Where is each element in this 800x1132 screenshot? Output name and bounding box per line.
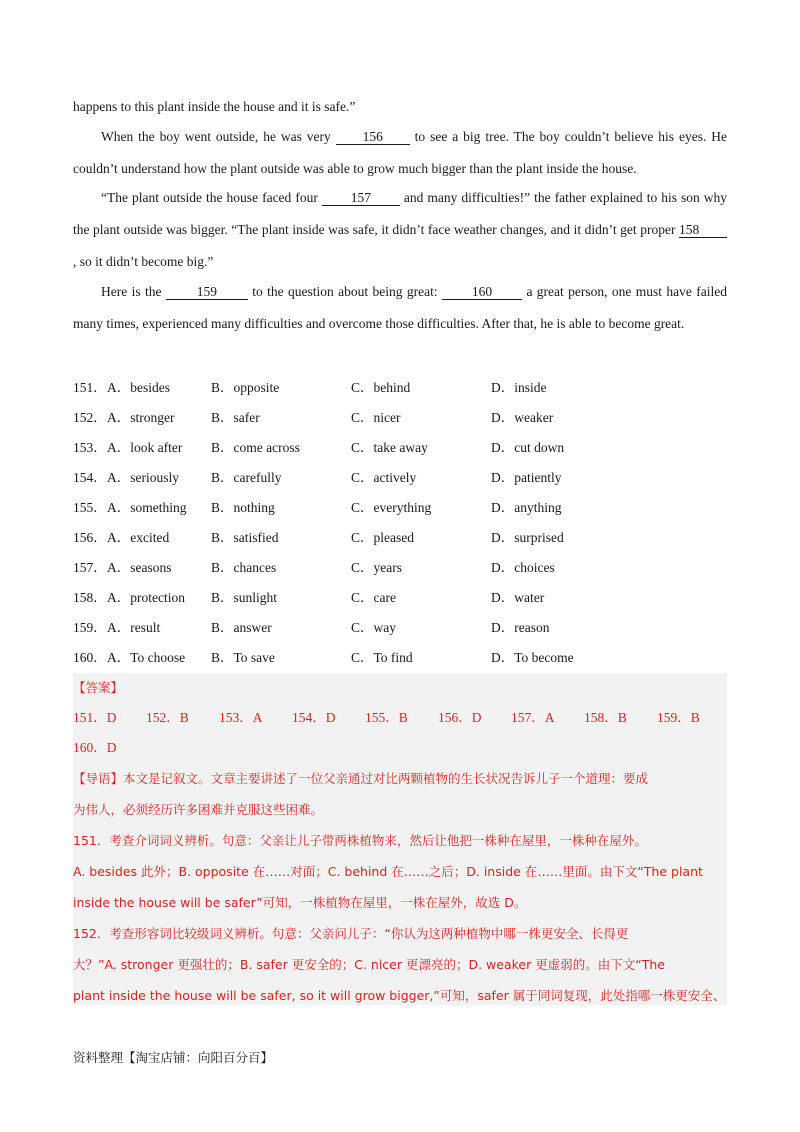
option-b: B．answer bbox=[211, 620, 272, 635]
option-a: A．something bbox=[107, 500, 187, 515]
passage-paragraph-157-158 bbox=[73, 182, 727, 278]
explanation-152-line: plant inside the house will be safer, so it will grow bigger,”可知，safer 属于同词复现，此处指哪一株更安全、 bbox=[73, 988, 726, 1003]
explanation-151-line: 151．考查介词词义辨析。句意：父亲让儿子带两株植物来，然后让他把一株种在屋里，一株种在屋外。 bbox=[73, 833, 647, 848]
explanation-151-line: A. besides 此外；B. opposite 在……对面；C. behind 在……之后；D. inside 在……里面。由下文“The plant bbox=[73, 864, 703, 879]
blank-159: 159 bbox=[166, 284, 248, 300]
passage-text: “The plant outside the house faced four bbox=[101, 190, 318, 205]
option-a: A．result bbox=[107, 620, 161, 635]
option-d: D．inside bbox=[491, 380, 547, 395]
passage-text: to the question about being great: bbox=[252, 284, 438, 299]
question-row bbox=[73, 466, 727, 496]
option-c: C．actively bbox=[351, 470, 417, 485]
question-number: 156． bbox=[73, 530, 107, 545]
option-d: D．To become bbox=[491, 650, 574, 665]
answer-item: 159．B bbox=[657, 710, 700, 725]
answer-item: 153．A bbox=[219, 710, 263, 725]
option-b: B．To save bbox=[211, 650, 275, 665]
question-row bbox=[73, 586, 727, 616]
question-row bbox=[73, 526, 727, 556]
question-row bbox=[73, 376, 727, 406]
answer-heading: 【答案】 bbox=[73, 680, 124, 695]
question-number: 155． bbox=[73, 500, 107, 515]
option-b: B．chances bbox=[211, 560, 277, 575]
option-c: C．years bbox=[351, 560, 402, 575]
question-number: 157． bbox=[73, 560, 107, 575]
passage-paragraph-159-160 bbox=[73, 276, 727, 340]
question-row bbox=[73, 406, 727, 436]
option-b: B．carefully bbox=[211, 470, 282, 485]
passage-text: When the boy went outside, he was very bbox=[101, 129, 331, 144]
option-a: A．stronger bbox=[107, 410, 175, 425]
option-a: A．seriously bbox=[107, 470, 179, 485]
option-d: D．water bbox=[491, 590, 545, 605]
option-a: A．excited bbox=[107, 530, 170, 545]
option-d: D．anything bbox=[491, 500, 562, 515]
question-row bbox=[73, 436, 727, 466]
option-c: C．nicer bbox=[351, 410, 401, 425]
option-c: C．take away bbox=[351, 440, 428, 455]
answer-item: 155．B bbox=[365, 710, 408, 725]
question-number: 158． bbox=[73, 590, 107, 605]
question-row bbox=[73, 646, 727, 676]
blank-160: 160 bbox=[442, 284, 522, 300]
explanation-152-line: 152．考查形容词比较级词义辨析。句意：父亲问儿子：“你认为这两种植物中哪一株更安全、长得更 bbox=[73, 926, 629, 941]
blank-156: 156 bbox=[336, 129, 410, 145]
option-d: D．patiently bbox=[491, 470, 562, 485]
answer-item: 160．D bbox=[73, 740, 117, 755]
page-footer: 资料整理【淘宝店铺：向阳百分百】 bbox=[73, 1050, 274, 1065]
answer-item: 152．B bbox=[146, 710, 189, 725]
option-d: D．surprised bbox=[491, 530, 564, 545]
question-number: 160． bbox=[73, 650, 107, 665]
question-row bbox=[73, 556, 727, 586]
option-b: B．opposite bbox=[211, 380, 280, 395]
answer-section bbox=[73, 673, 727, 1005]
guide-line: 为伟人，必须经历许多困难并克服这些困难。 bbox=[73, 802, 324, 817]
option-c: C．care bbox=[351, 590, 396, 605]
passage-text: a great person, one must have failed many times, experienced many difficulties and overcome those difficulties. After that, he is able to become great. bbox=[73, 284, 728, 331]
question-row bbox=[73, 496, 727, 526]
answer-item: 157．A bbox=[511, 710, 555, 725]
passage-paragraph-156 bbox=[73, 121, 727, 185]
passage-text: , so it didn’t become big.” bbox=[73, 254, 214, 269]
passage-text: to see a big tree. The boy couldn’t believe his eyes. He couldn’t understand how the plant outside was able to grow much bigger than the plant inside the house. bbox=[73, 129, 728, 176]
question-row bbox=[73, 616, 727, 646]
option-c: C．To find bbox=[351, 650, 413, 665]
option-d: D．reason bbox=[491, 620, 550, 635]
question-number: 151． bbox=[73, 380, 107, 395]
option-c: C．way bbox=[351, 620, 396, 635]
blank-157: 157 bbox=[322, 190, 400, 206]
option-c: C．pleased bbox=[351, 530, 414, 545]
answer-item: 151．D bbox=[73, 710, 117, 725]
option-a: A．protection bbox=[107, 590, 185, 605]
option-d: D．choices bbox=[491, 560, 555, 575]
option-a: A．To choose bbox=[107, 650, 186, 665]
answer-item: 158．B bbox=[584, 710, 627, 725]
question-number: 154． bbox=[73, 470, 107, 485]
passage-text: and many difficulties!” the father explained to his son why the plant outside was bigger. “The plant inside was safe, it didn’t face weather changes, and it didn’t get proper bbox=[73, 190, 728, 237]
option-a: A．besides bbox=[107, 380, 170, 395]
option-d: D．cut down bbox=[491, 440, 565, 455]
option-b: B．sunlight bbox=[211, 590, 278, 605]
question-number: 159． bbox=[73, 620, 107, 635]
guide-line: 【导语】本文是记叙文。文章主要讲述了一位父亲通过对比两颗植物的生长状况告诉儿子一个道理：要成 bbox=[73, 771, 649, 786]
blank-158: 158 bbox=[679, 222, 727, 238]
option-b: B．come across bbox=[211, 440, 300, 455]
passage-text: happens to this plant inside the house and it is safe.” bbox=[73, 99, 356, 114]
option-a: A．seasons bbox=[107, 560, 172, 575]
option-b: B．satisfied bbox=[211, 530, 279, 545]
answer-item: 156．D bbox=[438, 710, 482, 725]
option-a: A．look after bbox=[107, 440, 183, 455]
passage-line-continued bbox=[73, 91, 727, 123]
option-c: C．everything bbox=[351, 500, 432, 515]
option-b: B．safer bbox=[211, 410, 260, 425]
question-number: 153． bbox=[73, 440, 107, 455]
passage-text: Here is the bbox=[101, 284, 162, 299]
answer-item: 154．D bbox=[292, 710, 336, 725]
option-d: D．weaker bbox=[491, 410, 554, 425]
explanation-151-line: inside the house will be safer”可知，一株植物在屋里，一株在屋外，故选 D。 bbox=[73, 895, 527, 910]
explanation-152-line: 大？”A. stronger 更强壮的；B. safer 更安全的；C. nicer 更漂亮的；D. weaker 更虚弱的。由下文“The bbox=[73, 957, 665, 972]
option-c: C．behind bbox=[351, 380, 411, 395]
question-number: 152． bbox=[73, 410, 107, 425]
option-b: B．nothing bbox=[211, 500, 275, 515]
